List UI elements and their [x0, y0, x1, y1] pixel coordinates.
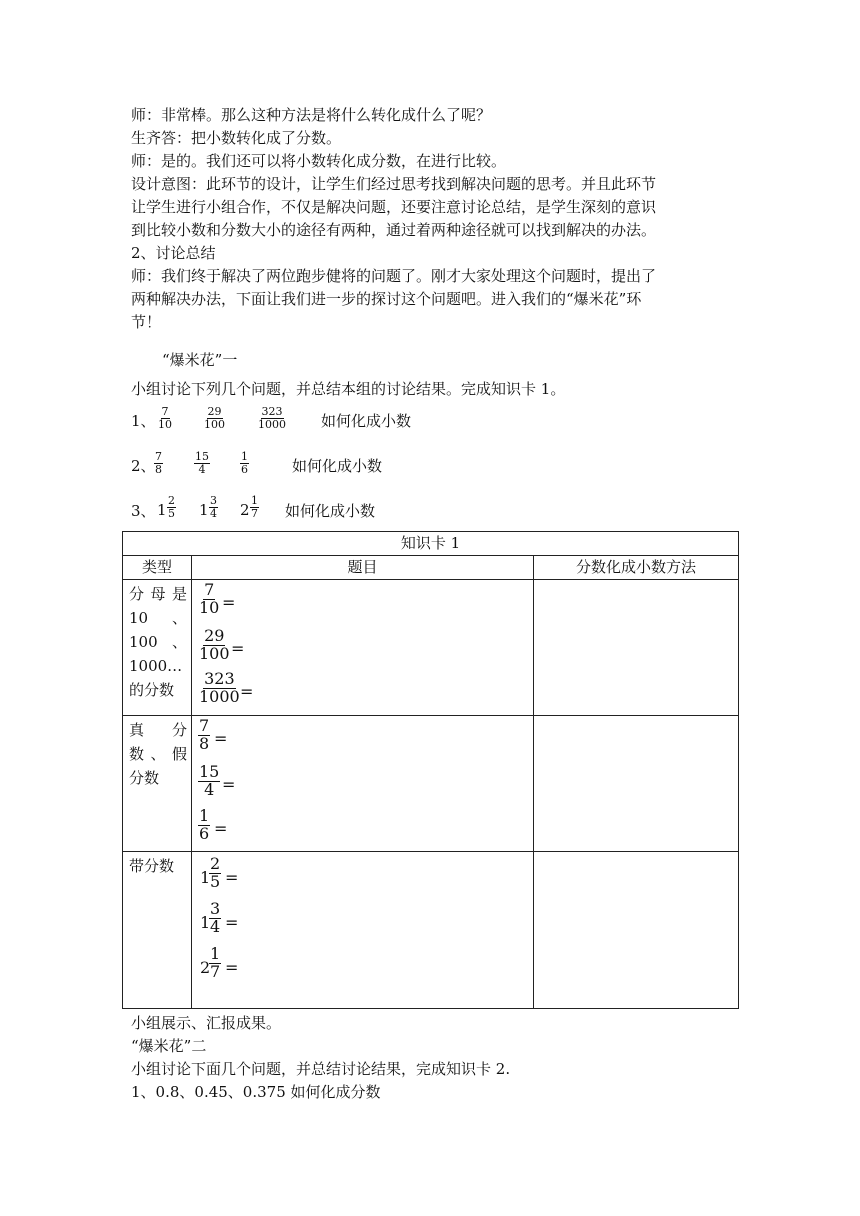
fraction: $\frac{3}{4}$: [210, 494, 217, 520]
paragraph-7: 师：我们终于解决了两位跑步健将的问题了。刚才大家处理这个问题时，提出了: [131, 267, 657, 285]
paragraph-2: 生齐答：把小数转化成了分数。: [131, 129, 342, 147]
row-items-mixed: 1 $\frac{2}{5}$ = 1 $\frac{3}{4}$ = 2 $\frac{1}{7}$ =: [192, 852, 534, 1009]
popcorn1-intro: 小组讨论下列几个问题，并总结本组的讨论结果。完成知识卡 1。: [131, 380, 566, 398]
paragraph-6: 到比较小数和分数大小的途径有两种，通过着两种途径就可以找到解决的办法。: [131, 221, 657, 239]
popcorn2-intro: 小组讨论下面几个问题，并总结讨论结果，完成知识卡 2.: [131, 1060, 511, 1078]
paragraph-1: 师：非常棒。那么这种方法是将什么转化成什么了呢？: [131, 106, 492, 124]
header-question: 题目: [192, 556, 534, 580]
fraction: $\frac{29}{100}$: [204, 405, 225, 431]
header-type: 类型: [123, 556, 192, 580]
fraction: $\frac{323}{1000}$: [258, 405, 286, 431]
group-show: 小组展示、汇报成果。: [131, 1014, 282, 1032]
card-title: 知识卡 1: [123, 532, 739, 556]
row-items-proper-improper: $\frac{7}{8}$ = $\frac{15}{4}$ = $\frac{1}{6}$ =: [192, 716, 534, 852]
fraction: $\frac{1}{7}$: [251, 494, 258, 520]
fraction: $\frac{1}{6}$: [241, 450, 248, 476]
row-type-proper-improper: 真 分 数、假 分数: [123, 716, 192, 852]
paragraph-4: 设计意图：此环节的设计，让学生们经过思考找到解决问题的思考。并且此环节: [131, 175, 657, 193]
popcorn1-title: “爆米花”一: [162, 351, 238, 369]
popcorn2-title: “爆米花”二: [131, 1037, 207, 1055]
fraction: $\frac{7}{8}$: [155, 450, 162, 476]
paragraph-9: 节！: [131, 313, 162, 331]
fraction: $\frac{15}{4}$: [195, 450, 209, 476]
row-type-mixed: 带分数: [123, 852, 192, 1009]
row-type-decimal-denominator: 分母是 10 、100 、1000… 的分数: [123, 580, 192, 716]
row-method-proper-improper: [534, 716, 739, 852]
paragraph-8: 两种解决办法，下面让我们进一步的探讨这个问题吧。进入我们的“爆米花”环: [131, 290, 642, 308]
fraction: $\frac{7}{10}$: [158, 405, 172, 431]
row-items-decimal-denominator: $\frac{7}{10}$ = $\frac{29}{100}$ = $\frac{323}{1000}$ =: [192, 580, 534, 716]
paragraph-5: 让学生进行小组合作，不仅是解决问题，还要注意讨论总结，是学生深刻的意识: [131, 198, 657, 216]
row-method-decimal-denominator: [534, 580, 739, 716]
header-method: 分数化成小数方法: [534, 556, 739, 580]
section-heading-discussion: 2、讨论总结: [131, 244, 216, 262]
popcorn2-question-1: 1、0.8、0.45、0.375 如何化成分数: [131, 1083, 381, 1101]
row-method-mixed: [534, 852, 739, 1009]
paragraph-3: 师：是的。我们还可以将小数转化成分数，在进行比较。: [131, 152, 507, 170]
knowledge-card-1: [122, 531, 739, 1009]
fraction: $\frac{2}{5}$: [168, 494, 175, 520]
